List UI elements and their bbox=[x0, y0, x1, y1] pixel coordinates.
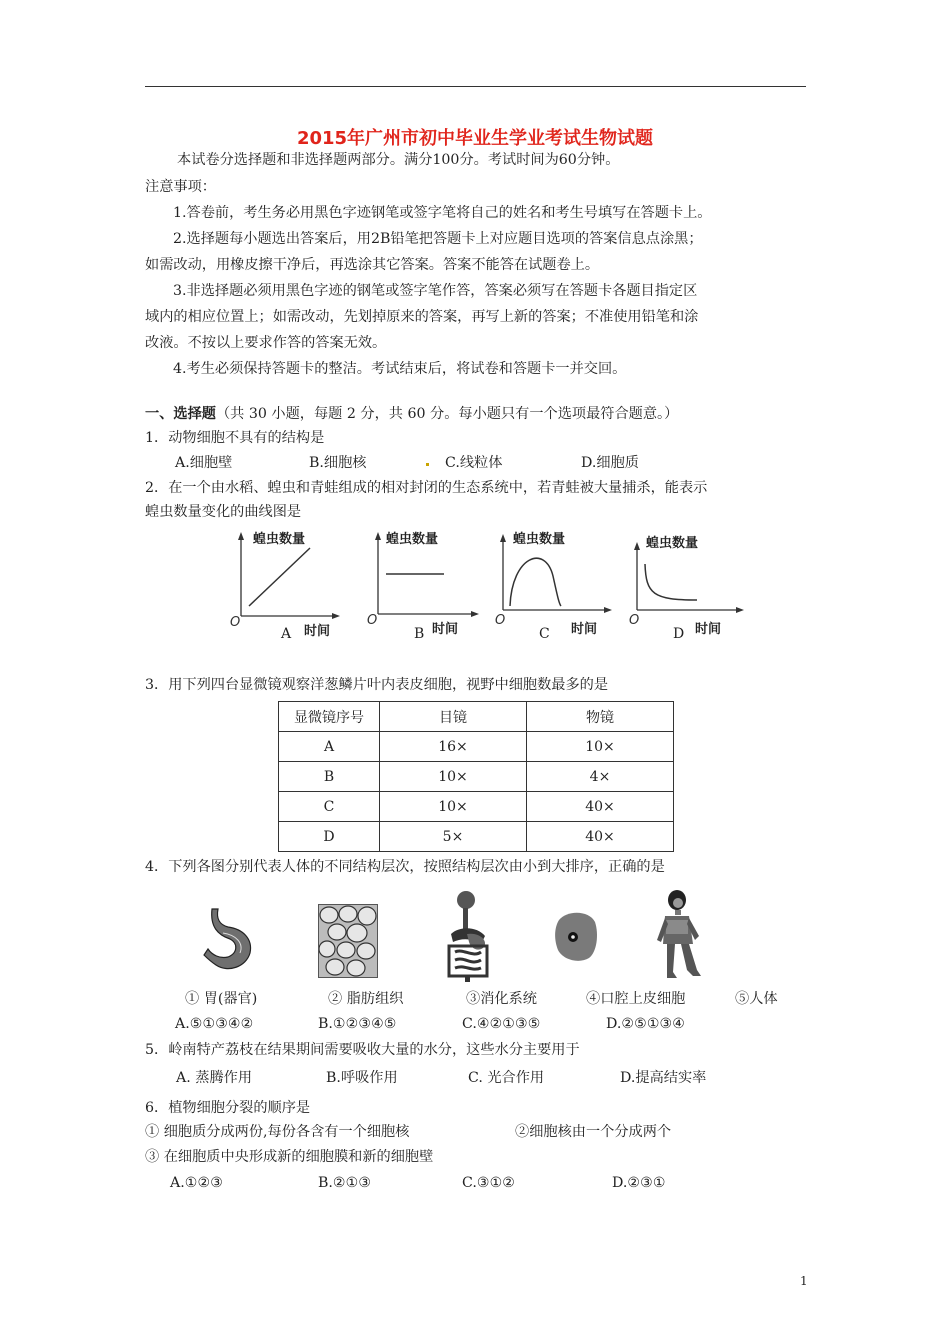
table-header-cell: 显微镜序号 bbox=[279, 702, 380, 732]
graph-c-xlabel: 时间 bbox=[571, 622, 598, 637]
table-cell: 4× bbox=[527, 762, 674, 792]
q1-option-a: A.细胞壁 bbox=[175, 455, 233, 471]
human-body-illustration bbox=[653, 890, 713, 986]
note-3-cont1: 域内的相应位置上；如需改动，先划掉原来的答案，再写上新的答案；不准使用铅笔和涂 bbox=[145, 309, 699, 325]
q4-option-b: B.①②③④⑤ bbox=[318, 1016, 397, 1032]
note-2-cont: 如需改动，用橡皮擦干净后，再选涂其它答案。答案不能答在试题卷上。 bbox=[145, 257, 600, 273]
q4-option-a: A.⑤①③④② bbox=[175, 1016, 254, 1032]
table-cell: A bbox=[279, 732, 380, 762]
q1-option-b: B.细胞核 bbox=[309, 455, 367, 471]
graph-c-curve bbox=[510, 558, 561, 606]
epithelial-cell-svg bbox=[553, 908, 599, 964]
graph-d bbox=[627, 526, 747, 646]
q6-option-c: C.③①② bbox=[462, 1175, 516, 1191]
page-title: 2015年广州市初中毕业生学业考试生物试题 bbox=[296, 128, 654, 149]
note-1: 1.答卷前，考生务必用黑色字迹钢笔或签字笔将自己的姓名和考生号填写在答题卡上。 bbox=[173, 205, 712, 221]
note-2: 2.选择题每小题选出答案后，用2B铅笔把答题卡上对应题目选项的答案信息点涂黑； bbox=[173, 231, 703, 247]
graph-b-origin: O bbox=[367, 613, 378, 628]
graph-c-origin: O bbox=[495, 613, 506, 628]
page-number: 1 bbox=[800, 1274, 808, 1288]
table-row bbox=[279, 762, 674, 792]
graph-b bbox=[366, 526, 481, 646]
graph-d-origin: O bbox=[629, 613, 640, 628]
section-desc: （共 30 小题，每题 2 分，共 60 分。每小题只有一个选项最符合题意。） bbox=[215, 406, 679, 422]
graph-b-ylabel: 蝗虫数量 bbox=[386, 532, 439, 547]
q2-stem-line2: 蝗虫数量变化的曲线图是 bbox=[145, 504, 302, 520]
graph-d-letter: D bbox=[673, 626, 685, 642]
table-header-cell: 目镜 bbox=[380, 702, 527, 732]
q1-option-d: D.细胞质 bbox=[581, 455, 639, 471]
caption-human-body: ⑤人体 bbox=[735, 991, 778, 1007]
graph-d-ylabel: 蝗虫数量 bbox=[646, 536, 699, 551]
note-4: 4.考生必须保持答题卡的整洁。考试结束后，将试卷和答题卡一并交回。 bbox=[173, 361, 627, 377]
q1-stem: 1．动物细胞不具有的结构是 bbox=[145, 430, 325, 446]
graph-a-letter: A bbox=[281, 626, 292, 642]
human-body-svg bbox=[653, 890, 713, 982]
digestive-system-illustration bbox=[443, 890, 493, 986]
notes-heading: 注意事项： bbox=[145, 179, 216, 195]
digestive-system-svg bbox=[443, 890, 493, 982]
table-cell: D bbox=[279, 822, 380, 852]
stomach-svg bbox=[198, 905, 258, 975]
q6-item-1: ① 细胞质分成两份,每份各含有一个细胞核 bbox=[145, 1124, 410, 1140]
graph-a-origin: O bbox=[230, 615, 241, 630]
q5-option-d: D.提高结实率 bbox=[620, 1070, 707, 1086]
section-heading bbox=[145, 404, 678, 424]
table-cell: 40× bbox=[527, 792, 674, 822]
graph-a-curve bbox=[249, 548, 310, 606]
table-row bbox=[279, 792, 674, 822]
caption-epithelial-cell: ④口腔上皮细胞 bbox=[586, 991, 686, 1007]
table-cell: 10× bbox=[380, 762, 527, 792]
q6-item-2: ②细胞核由一个分成两个 bbox=[515, 1124, 672, 1140]
q6-option-a: A.①②③ bbox=[170, 1175, 223, 1191]
q2-stem-line1: 2．在一个由水稻、蝗虫和青蛙组成的相对封闭的生态系统中，若青蛙被大量捕杀，能表示 bbox=[145, 480, 708, 496]
graph-c-letter: C bbox=[539, 626, 550, 642]
graph-a bbox=[225, 526, 340, 646]
graph-a-xlabel: 时间 bbox=[304, 624, 331, 639]
table-cell: C bbox=[279, 792, 380, 822]
graph-c bbox=[495, 526, 615, 646]
caption-digestive-system: ③消化系统 bbox=[466, 991, 537, 1007]
q5-option-b: B.呼吸作用 bbox=[326, 1070, 398, 1086]
fat-tissue-svg bbox=[319, 905, 377, 977]
table-header-cell: 物镜 bbox=[527, 702, 674, 732]
q5-option-c: C. 光合作用 bbox=[468, 1070, 545, 1086]
fat-tissue-illustration bbox=[318, 904, 378, 978]
graph-c-ylabel: 蝗虫数量 bbox=[513, 532, 566, 547]
table-row bbox=[279, 822, 674, 852]
table-cell: B bbox=[279, 762, 380, 792]
q6-option-b: B.②①③ bbox=[318, 1175, 372, 1191]
table-row bbox=[279, 732, 674, 762]
note-3: 3.非选择题必须用黑色字迹的钢笔或签字笔作答，答案必须写在答题卡各题目指定区 bbox=[173, 283, 698, 299]
graph-d-xlabel: 时间 bbox=[695, 622, 722, 637]
graph-a-ylabel: 蝗虫数量 bbox=[253, 532, 306, 547]
graph-d-curve bbox=[645, 564, 697, 600]
q6-stem: 6．植物细胞分裂的顺序是 bbox=[145, 1100, 311, 1116]
q4-option-c: C.④②①③⑤ bbox=[462, 1016, 541, 1032]
q5-stem: 5．岭南特产荔枝在结果期间需要吸收大量的水分，这些水分主要用于 bbox=[145, 1042, 580, 1058]
caption-stomach: ① 胃(器官) bbox=[185, 991, 258, 1007]
microscope-table bbox=[278, 701, 674, 852]
epithelial-cell-illustration bbox=[553, 908, 599, 968]
q5-option-a: A. 蒸腾作用 bbox=[176, 1070, 253, 1086]
table-cell: 5× bbox=[380, 822, 527, 852]
header-rule bbox=[145, 86, 806, 87]
stray-dot bbox=[426, 463, 429, 466]
graph-b-xlabel: 时间 bbox=[432, 622, 459, 637]
q1-option-c: C.线粒体 bbox=[445, 455, 503, 471]
q6-item-3: ③ 在细胞质中央形成新的细胞膜和新的细胞壁 bbox=[145, 1149, 434, 1165]
table-header-row bbox=[279, 702, 674, 732]
note-3-cont2: 改液。不按以上要求作答的答案无效。 bbox=[145, 335, 387, 351]
table-cell: 10× bbox=[527, 732, 674, 762]
q6-option-d: D.②③① bbox=[612, 1175, 666, 1191]
section-label: 一、选择题 bbox=[145, 406, 216, 422]
intro-text: 本试卷分选择题和非选择题两部分。满分100分。考试时间为60分钟。 bbox=[177, 152, 620, 168]
caption-fat-tissue: ② 脂肪组织 bbox=[328, 991, 404, 1007]
graph-b-letter: B bbox=[414, 626, 425, 642]
stomach-illustration bbox=[198, 905, 258, 979]
table-cell: 16× bbox=[380, 732, 527, 762]
q4-stem: 4．下列各图分别代表人体的不同结构层次，按照结构层次由小到大排序，正确的是 bbox=[145, 859, 665, 875]
q4-option-d: D.②⑤①③④ bbox=[606, 1016, 685, 1032]
table-cell: 40× bbox=[527, 822, 674, 852]
table-cell: 10× bbox=[380, 792, 527, 822]
q3-stem: 3．用下列四台显微镜观察洋葱鳞片叶内表皮细胞，视野中细胞数最多的是 bbox=[145, 677, 609, 693]
